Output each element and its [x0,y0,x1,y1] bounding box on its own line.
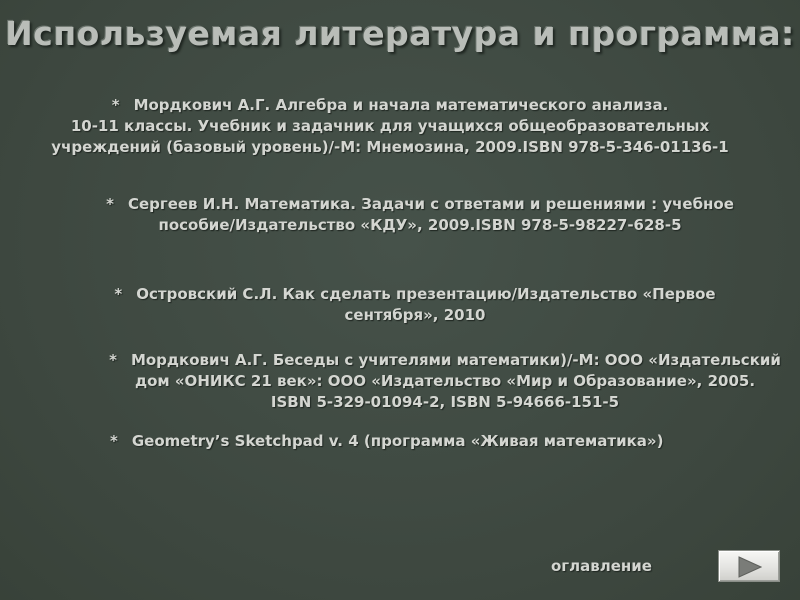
reference-item [100,194,740,236]
reference-line: сентября», 2010 [344,306,486,324]
bullet-marker: * [110,432,118,450]
slide-title: Используемая литература и программа: [5,14,795,53]
reference-line: 10-11 классы. Учебник и задачник для учащихся общеобразовательных [70,117,710,135]
reference-text: Мордкович А.Г. Беседы с учителями математики)/-М: ООО «Издательский [130,351,781,369]
reference-text: Сергеев И.Н. Математика. Задачи с ответами и решениями : учебное [127,195,734,213]
reference-line: ISBN 5-329-01094-2, ISBN 5-94666-151-5 [270,393,620,411]
play-right-arrow-icon [738,556,762,578]
reference-item [100,284,730,326]
reference-text: Мордкович А.Г. Алгебра и начала математического анализа. [133,96,669,114]
reference-line [110,431,690,452]
reference-line [100,284,730,305]
reference-text: Островский С.Л. Как сделать презентацию/Издательство «Первое [136,285,716,303]
reference-item [100,350,790,413]
next-slide-button[interactable] [718,550,780,582]
reference-line [100,194,740,215]
reference-text: Geometry’s Sketchpad v. 4 (программа «Живая математика») [131,432,664,450]
reference-line [100,350,790,371]
reference-line: учреждений (базовый уровень)/-М: Мнемозина, 2009.ISBN 978-5-346-01136-1 [51,138,729,156]
reference-line [40,95,740,116]
bullet-marker: * [114,285,123,303]
reference-item [100,431,690,452]
reference-line: дом «ОНИКС 21 век»: ООО «Издательство «Мир и Образование», 2005. [134,372,756,390]
reference-item [40,95,740,158]
table-of-contents-link[interactable]: оглавление [551,557,652,575]
bullet-marker: * [109,351,117,369]
bullet-marker: * [111,96,120,114]
bullet-marker: * [106,195,114,213]
reference-line: пособие/Издательство «КДУ», 2009.ISBN 978-5-98227-628-5 [158,216,682,234]
